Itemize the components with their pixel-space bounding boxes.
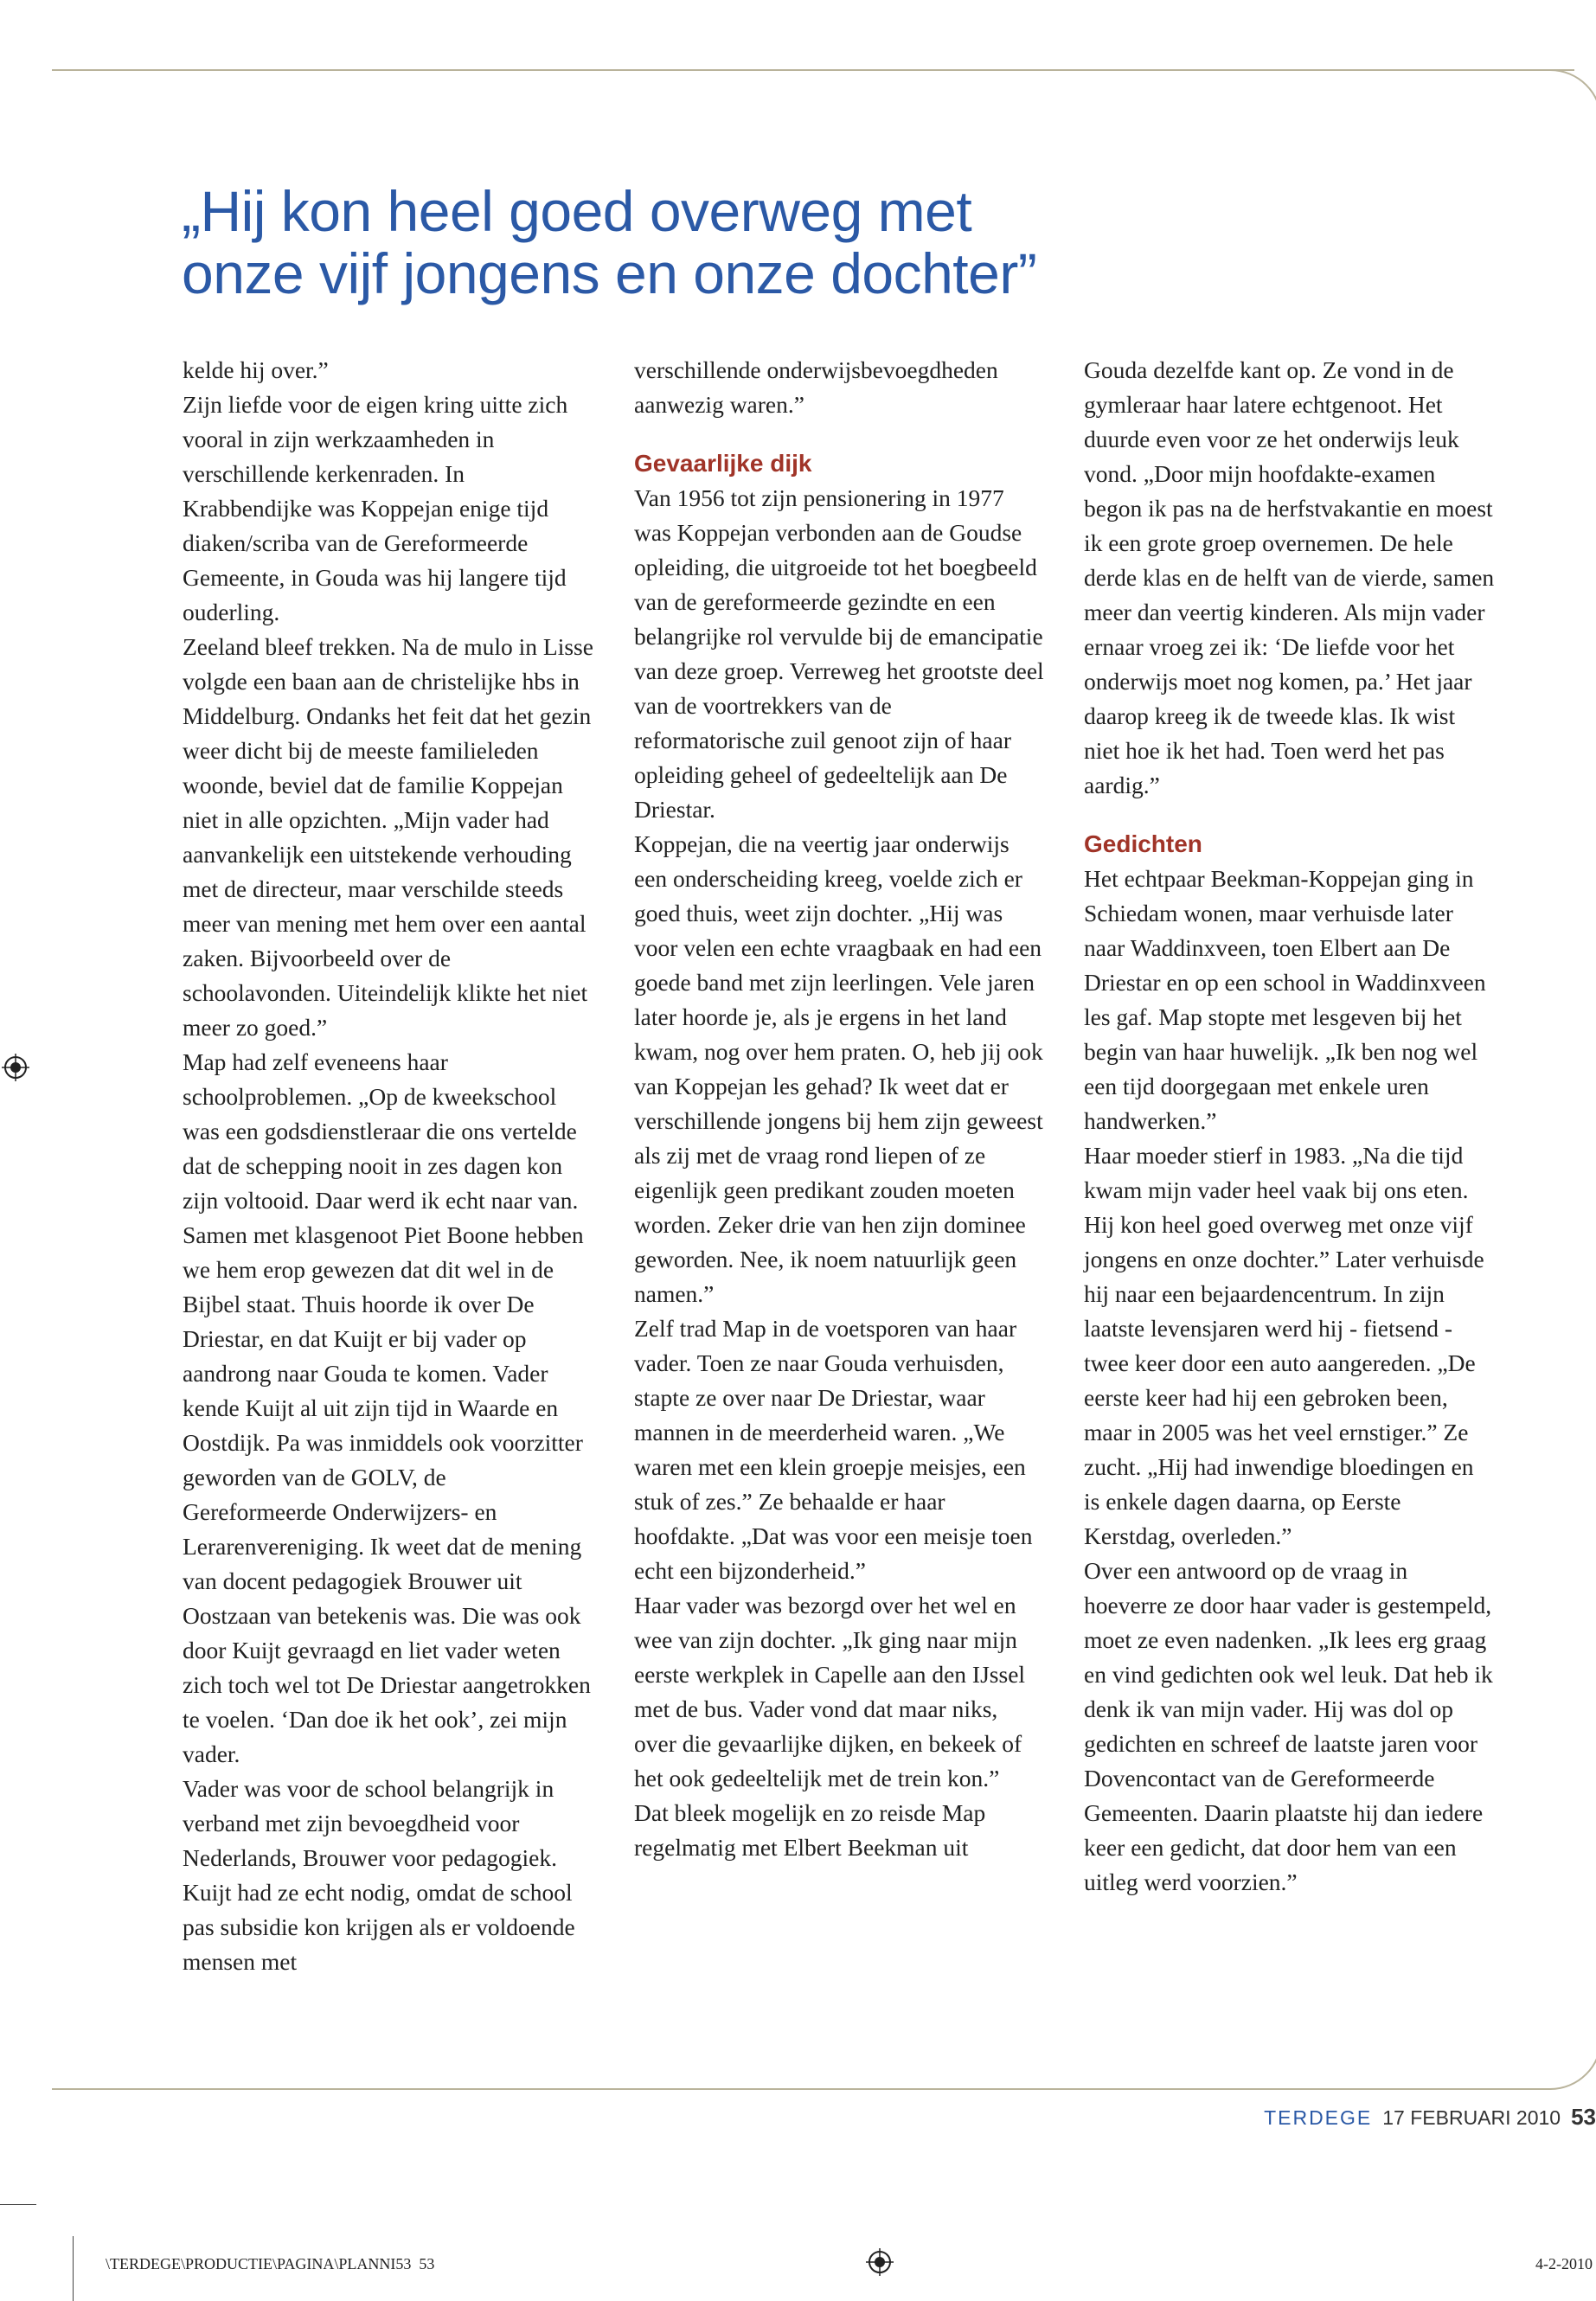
article-column-2 xyxy=(634,353,1045,1865)
body-paragraph: verschillende onderwijsbevoegdheden aanwezig waren.” xyxy=(634,356,998,418)
body-paragraph: Het echtpaar Beekman-Koppejan ging in Schiedam wonen, maar verhuisde later naar Waddinxveen, toen Elbert aan De Driestar en op een school in Waddinxveen les gaf. Map stopte met lesgeven bij het begin van haar huwelijk. „Ik ben nog wel een tijd doorgegaan met enkele uren handwerken.” xyxy=(1084,865,1486,1134)
issue-date: 17 FEBRUARI 2010 xyxy=(1382,2106,1561,2129)
section-subheading: Gedichten xyxy=(1084,830,1202,857)
body-paragraph: Zijn liefde voor de eigen kring uitte zich vooral in zijn werkzaamheden in verschillende kerkenraden. In Krabbendijke was Koppejan enige tijd diaken/scriba van de Gereformeerde Gemeente, in Gouda was hij langere tijd ouderling. xyxy=(183,391,568,625)
body-paragraph: Van 1956 tot zijn pensionering in 1977 was Koppejan verbonden aan de Goudse opleiding, die uitgroeide tot het boegbeeld van de gereformeerde gezindte en een belangrijke rol vervulde bij de emancipatie van deze groep. Verreweg het grootste deel van de voortrekkers van de reformatorische zuil genoot zijn of haar opleiding geheel of gedeeltelijk aan De Driestar. xyxy=(634,484,1044,823)
pull-quote-headline xyxy=(182,180,1306,304)
body-paragraph: Koppejan, die na veertig jaar onderwijs een onderscheiding kreeg, voelde zich er goed thuis, weet zijn dochter. „Hij was voor velen een echte vraagbaak en had een goede band met zijn leerlingen. Vele jaren later hoorde je, als je ergens in het land kwam, nog over hem praten. O, heb jij ook van Koppejan les gehad? Ik weet dat er verschillende jongens bij hem zijn geweest als zij met de vraag rond liepen of ze eigenlijk geen predikant zouden moeten worden. Zeker drie van hen zijn dominee geworden. Nee, ik noem natuurlijk geen namen.” xyxy=(634,830,1043,1307)
slug-file-path: \TERDEGE\PRODUCTIE\PAGINA\PLANNI53 xyxy=(106,2255,412,2272)
body-paragraph: Haar moeder stierf in 1983. „Na die tijd kwam mijn vader heel vaak bij ons eten. Hij kon heel goed overweg met onze vijf jongens en onze dochter.” Later verhuisde hij naar een bejaardencentrum. In zijn laatste levensjaren werd hij - fietsend - twee keer door een auto aangereden. „De eerste keer had hij een gebroken been, maar in 2005 was het veel ernstiger.” Ze zucht. „Hij had inwendige bloedingen en is enkele dagen daarna, op Eerste Kerstdag, overleden.” xyxy=(1084,1142,1484,1549)
section-subheading: Gevaarlijke dijk xyxy=(634,450,812,477)
top-rule xyxy=(52,69,1574,71)
slug-page: 53 xyxy=(419,2255,435,2272)
body-paragraph: kelde hij over.” xyxy=(183,356,329,383)
magazine-name: TERDEGE xyxy=(1264,2106,1373,2129)
crop-mark xyxy=(0,2204,36,2205)
body-paragraph: Zeeland bleef trekken. Na de mulo in Lisse volgde een baan aan de christelijke hbs in Middelburg. Ondanks het feit dat het gezin weer dicht bij de meeste familieleden woonde, beviel dat de familie Koppejan niet in alle opzichten. „Mijn vader had aanvankelijk een uitstekende verhouding met de directeur, maar verschilde steeds meer van mening met hem over een aantal zaken. Bijvoorbeeld over de schoolavonden. Uiteindelijk klikte het niet meer zo goed.” xyxy=(183,633,593,1041)
headline-line-1: „Hij kon heel goed overweg met xyxy=(182,179,972,243)
prepress-slug xyxy=(106,2255,434,2273)
slug-date: 4-2-2010 xyxy=(1535,2255,1593,2272)
headline-line-2: onze vijf jongens en onze dochter” xyxy=(182,241,1037,305)
body-paragraph: Over een antwoord op de vraag in hoeverre ze door haar vader is gestempeld, moet ze even nadenken. „Ik lees erg graag en vind gedichten ook wel leuk. Dat heb ik denk ik van mijn vader. Hij was dol op gedichten en schreef de laatste jaren voor Dovencontact van de Gereformeerde Gemeenten. Daarin plaatste hij dan iedere keer een gedicht, dat door hem van een uitleg werd voorzien.” xyxy=(1084,1557,1493,1895)
page-number: 53 xyxy=(1571,2104,1596,2130)
body-paragraph: Map had zelf eveneens haar schoolproblemen. „Op de kweekschool was een godsdienstleraar die ons vertelde dat de schepping nooit in zes dagen kon zijn voltooid. Daar werd ik echt naar van. Samen met klasgenoot Piet Boone hebben we hem erop gewezen dat dit wel in de Bijbel staat. Thuis hoorde ik over De Driestar, en dat Kuijt er bij vader op aandrong naar Gouda te komen. Vader kende Kuijt al uit zijn tijd in Waarde en Oostdijk. Pa was inmiddels ook voorzitter geworden van de GOLV, de Gereformeerde Onderwijzers- en Lerarenvereniging. Ik weet dat de mening van docent pedagogiek Brouwer uit Oostzaan van betekenis was. Die was ook door Kuijt gevraagd en liet vader weten zich toch wel tot De Driestar aangetrokken te voelen. ‘Dan doe ik het ook’, zei mijn vader. xyxy=(183,1048,591,1767)
page-footer xyxy=(1264,2104,1596,2131)
registration-crosshair-icon xyxy=(866,2248,894,2276)
registration-crosshair-icon xyxy=(2,1054,29,1081)
article-column-3 xyxy=(1084,353,1495,1900)
body-paragraph: Gouda dezelfde kant op. Ze vond in de gymleraar haar latere echtgenoot. Het duurde even voor ze het onderwijs leuk vond. „Door mijn hoofdakte-examen begon ik pas na de herfstvakantie en moest ik een grote groep overnemen. De hele derde klas en de helft van de vierde, samen meer dan veertig kinderen. Als mijn vader ernaar vroeg zei ik: ‘De liefde voor het onderwijs moet nog komen, pa.’ Het jaar daarop kreeg ik de tweede klas. Ik wist niet hoe ik het had. Toen werd het pas aardig.” xyxy=(1084,356,1495,798)
crop-mark xyxy=(73,2236,74,2301)
bottom-rule xyxy=(52,2088,1548,2090)
top-rule-corner xyxy=(1548,69,1596,123)
body-paragraph: Zelf trad Map in de voetsporen van haar vader. Toen ze naar Gouda verhuisden, stapte ze over naar De Driestar, waar mannen in de meerderheid waren. „We waren met een klein groepje meisjes, een stuk of zes.” Ze behaalde er haar hoofdakte. „Dat was voor een meisje toen echt een bijzonderheid.” xyxy=(634,1315,1033,1584)
body-paragraph: Vader was voor de school belangrijk in verband met zijn bevoegdheid voor Nederlands, Brouwer voor pedagogiek. Kuijt had ze echt nodig, omdat de school pas subsidie kon krijgen als er voldoende mensen met xyxy=(183,1775,575,1975)
bottom-rule-corner xyxy=(1548,2036,1596,2090)
body-paragraph: Dat bleek mogelijk en zo reisde Map regelmatig met Elbert Beekman uit xyxy=(634,1799,986,1861)
article-column-1 xyxy=(183,353,593,1979)
body-paragraph: Haar vader was bezorgd over het wel en wee van zijn dochter. „Ik ging naar mijn eerste werkplek in Capelle aan den IJssel met de bus. Vader vond dat maar niks, over die gevaarlijke dijken, en bekeek of het ook gedeeltelijk met de trein kon.” xyxy=(634,1592,1026,1791)
